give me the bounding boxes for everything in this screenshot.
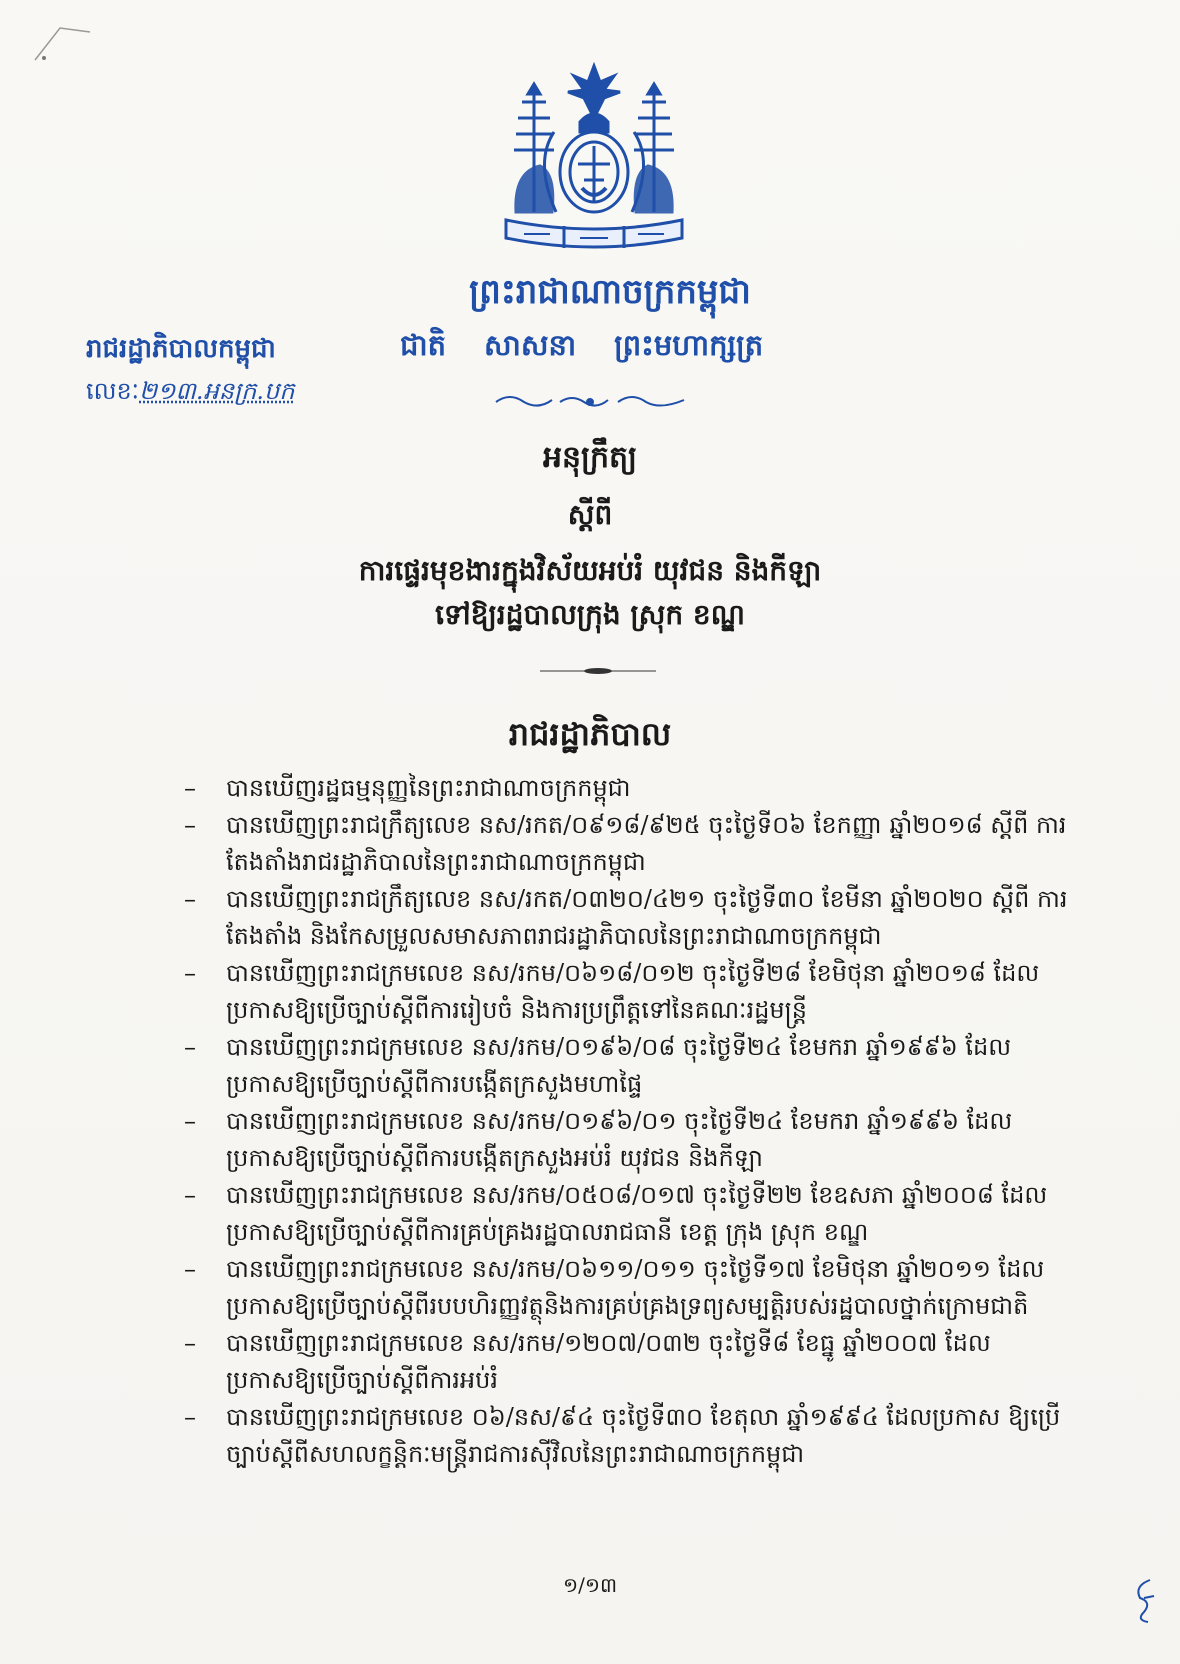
motto-nation: ជាតិ xyxy=(400,328,447,362)
list-dash: – xyxy=(184,811,196,839)
issuer-name: រាជរដ្ឋាភិបាលកម្ពុជា xyxy=(86,334,276,364)
list-dash: – xyxy=(184,1181,196,1209)
document-type: អនុក្រឹត្យ xyxy=(542,440,638,475)
list-dash: – xyxy=(184,1255,196,1283)
list-item xyxy=(184,955,1084,1029)
motto-king: ព្រះមហាក្សត្រ xyxy=(614,328,764,362)
list-item-text: បានឃើញព្រះរាជក្រមលេខ នស/រកម/០១៩៦/០១ ចុះថ្ងៃទី២៤ ខែមករា ឆ្នាំ១៩៩៦ ដែល ប្រកាសឱ្យប្រើច្បាប់ស្តីពីការបង្កើតក្រសួងអប់រំ យុវជន និងកីឡា xyxy=(226,1107,1013,1172)
list-item-text: បានឃើញព្រះរាជក្រមលេខ ០៦/នស/៩៤ ចុះថ្ងៃទី៣០ ខែតុលា ឆ្នាំ១៩៩៤ ដែលប្រកាស ឱ្យប្រើច្បាប់ស្តីពីសហលក្ខន្តិកៈមន្ត្រីរាជការស៊ីវិលនៃព្រះរាជាណាចក្រកម្ពុជា xyxy=(226,1403,1061,1468)
royal-coat-of-arms-icon xyxy=(494,62,694,262)
page-number: ១/១៣ xyxy=(562,1573,618,1597)
list-item-text: បានឃើញព្រះរាជក្រមលេខ នស/រកម/០៦១១/០១១ ចុះថ្ងៃទី១៧ ខែមិថុនា ឆ្នាំ២០១១ ដែល ប្រកាសឱ្យប្រើច្បាប់ស្តីពីរបបហិរញ្ញវត្ថុនិងការគ្រប់គ្រងទ្រព្យសម្បត្តិរបស់រដ្ឋបាលថ្នាក់ក្រោមជាតិ xyxy=(226,1255,1045,1320)
list-dash: – xyxy=(184,885,196,913)
title-line-2: ទៅឱ្យរដ្ឋបាលក្រុង ស្រុក ខណ្ឌ xyxy=(435,598,745,631)
list-item xyxy=(184,881,1084,955)
list-item-text: បានឃើញព្រះរាជក្រមលេខ នស/រកម/០៦១៨/០១២ ចុះថ្ងៃទី២៨ ខែមិថុនា ឆ្នាំ២០១៨ ដែល ប្រកាសឱ្យប្រើច្បាប់ស្តីពីការរៀបចំ និងការប្រព្រឹត្តទៅនៃគណៈរដ្ឋមន្ត្រី xyxy=(226,959,1040,1024)
authority-heading: រាជរដ្ឋាភិបាល xyxy=(508,715,672,753)
title-line-1: ការផ្ទេរមុខងារក្នុងវិស័យអប់រំ យុវជន និងកីឡា xyxy=(358,554,822,587)
staple-mark xyxy=(30,20,100,70)
list-dash: – xyxy=(184,1329,196,1357)
list-dash: – xyxy=(184,959,196,987)
list-dash: – xyxy=(184,1107,196,1135)
list-item xyxy=(184,1325,1084,1399)
handwritten-initial-icon xyxy=(1130,1576,1160,1626)
list-item xyxy=(184,807,1084,881)
reference-prefix: លេខៈ xyxy=(86,377,140,405)
title-about: ស្តីពី xyxy=(567,498,613,531)
ornament-divider-icon xyxy=(490,392,690,410)
list-item xyxy=(184,1029,1084,1103)
national-motto xyxy=(400,328,820,370)
list-item xyxy=(184,1399,1084,1473)
list-dash: – xyxy=(184,1033,196,1061)
section-divider-icon xyxy=(540,666,656,676)
list-dash: – xyxy=(184,1403,196,1431)
kingdom-name: ព្រះរាជាណាចក្រកម្ពុជា xyxy=(469,272,751,312)
list-item-text: បានឃើញព្រះរាជក្រឹត្យលេខ នស/រកត/០៩១៨/៩២៥ ចុះថ្ងៃទី០៦ ខែកញ្ញា ឆ្នាំ២០១៨ ស្តីពី ការតែងតាំងរាជរដ្ឋាភិបាលនៃព្រះរាជាណាចក្រកម្ពុជា xyxy=(226,811,1067,876)
reference-value: ២១៣.អនក្រ.បក xyxy=(139,377,295,405)
list-item xyxy=(184,1251,1084,1325)
motto-religion: សាសនា xyxy=(484,328,577,362)
list-item-text: បានឃើញព្រះរាជក្រមលេខ នស/រកម/០៥០៨/០១៧ ចុះថ្ងៃទី២២ ខែឧសភា ឆ្នាំ២០០៨ ដែលប្រកាសឱ្យប្រើច្បាប់ស្តីពីការគ្រប់គ្រងរដ្ឋបាលរាជធានី ខេត្ត ក្រុង ស្រុក ខណ្ឌ xyxy=(226,1181,1048,1246)
list-item-text: បានឃើញព្រះរាជក្រឹត្យលេខ នស/រកត/០៣២០/៤២១ ចុះថ្ងៃទី៣០ ខែមីនា ឆ្នាំ២០២០ ស្តីពី ការតែងតាំង និងកែសម្រួលសមាសភាពរាជរដ្ឋាភិបាលនៃព្រះរាជាណាចក្រកម្ពុជា xyxy=(226,885,1068,950)
list-item-text: បានឃើញព្រះរាជក្រមលេខ នស/រកម/១២០៧/០៣២ ចុះថ្ងៃទី៨ ខែធ្នូ ឆ្នាំ២០០៧ ដែល ប្រកាសឱ្យប្រើច្បាប់ស្តីពីការអប់រំ xyxy=(226,1329,991,1394)
list-item xyxy=(184,1177,1084,1251)
reference-number xyxy=(86,376,294,411)
list-item-text: បានឃើញព្រះរាជក្រមលេខ នស/រកម/០១៩៦/០៨ ចុះថ្ងៃទី២៤ ខែមករា ឆ្នាំ១៩៩៦ ដែល ប្រកាសឱ្យប្រើច្បាប់ស្តីពីការបង្កើតក្រសួងមហាផ្ទៃ xyxy=(226,1033,1012,1098)
list-item xyxy=(184,1103,1084,1177)
list-item-text: បានឃើញរដ្ឋធម្មនុញ្ញនៃព្រះរាជាណាចក្រកម្ពុជា xyxy=(226,774,631,802)
list-dash: – xyxy=(184,774,196,802)
list-item xyxy=(184,770,1084,807)
considerations-list xyxy=(184,770,1084,1473)
